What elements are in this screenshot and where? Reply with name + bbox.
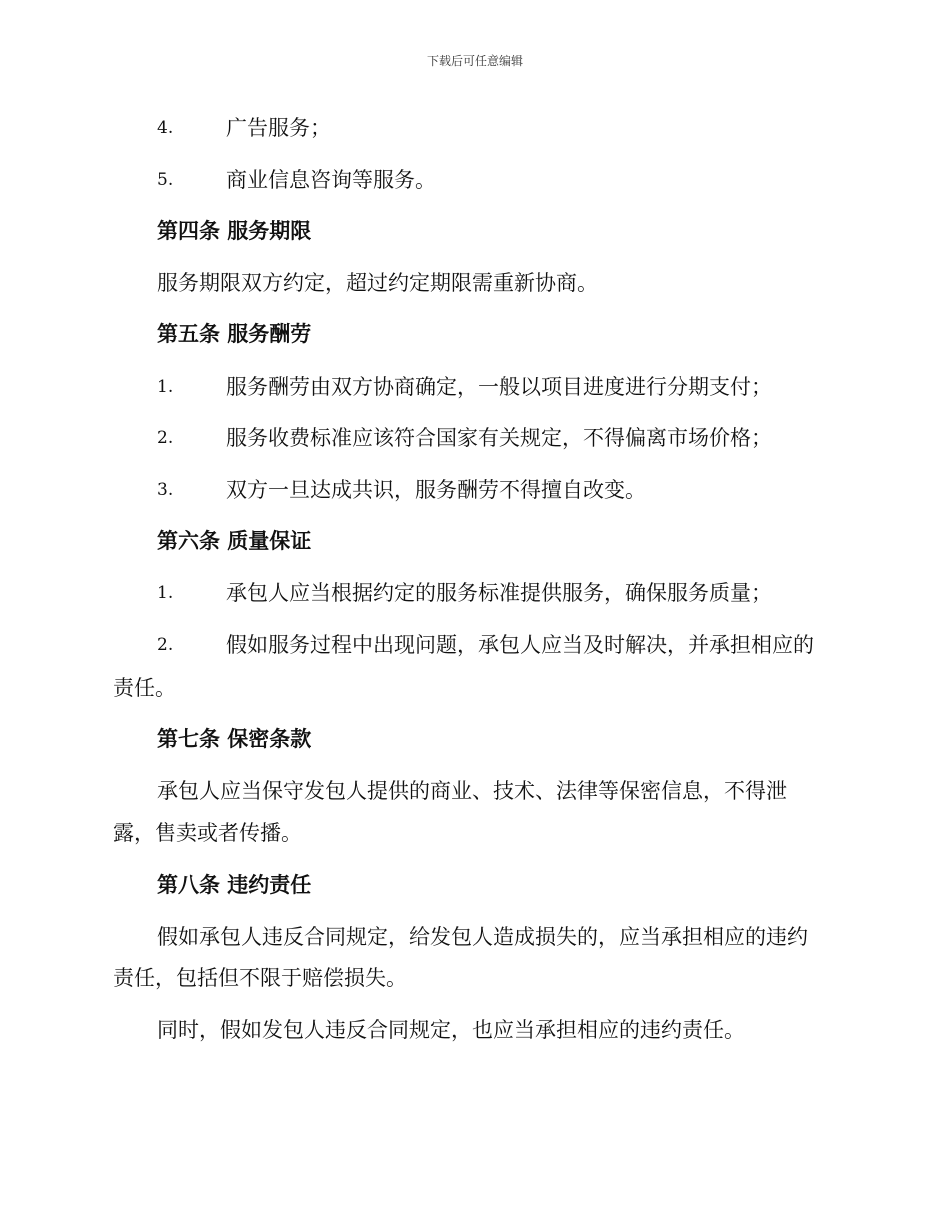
article-7-heading: 第七条 保密条款 [157, 726, 312, 751]
list-item-text: 商业信息咨询等服务。 [226, 168, 436, 192]
list-item-text: 广告服务； [226, 116, 331, 140]
page-header: 下载后可任意编辑 [426, 54, 523, 68]
article-8-heading: 第八条 违约责任 [157, 872, 312, 897]
list-item-continuation: 责任。 [113, 676, 176, 700]
list-item-text: 假如服务过程中出现问题，承包人应当及时解决，并承担相应的 [226, 633, 814, 657]
article-8-para1-line1: 假如承包人违反合同规定，给发包人造成损失的，应当承担相应的违约 [157, 925, 808, 949]
article-7-body-line2: 露，售卖或者传播。 [113, 821, 302, 845]
list-item-text: 双方一旦达成共识，服务酬劳不得擅自改变。 [226, 478, 646, 502]
list-item-text: 服务收费标准应该符合国家有关规定，不得偏离市场价格； [226, 426, 772, 450]
list-item-number: 5. [157, 170, 174, 190]
list-item-number: 2. [157, 428, 174, 448]
list-item-number: 1. [157, 377, 174, 397]
list-item-text: 承包人应当根据约定的服务标准提供服务，确保服务质量； [226, 581, 772, 605]
article-5-heading: 第五条 服务酬劳 [157, 321, 312, 346]
list-item-number: 3. [157, 480, 174, 500]
article-8-para1-line2: 责任，包括但不限于赔偿损失。 [113, 966, 407, 990]
article-4-body: 服务期限双方约定，超过约定期限需重新协商。 [157, 271, 598, 295]
list-item-number: 2. [157, 635, 174, 655]
list-item-number: 4. [157, 118, 174, 138]
article-7-body-line1: 承包人应当保守发包人提供的商业、技术、法律等保密信息，不得泄 [157, 779, 787, 803]
list-item-number: 1. [157, 583, 174, 603]
list-item-text: 服务酬劳由双方协商确定，一般以项目进度进行分期支付； [226, 375, 772, 399]
article-4-heading: 第四条 服务期限 [157, 218, 312, 243]
article-8-para2: 同时，假如发包人违反合同规定，也应当承担相应的违约责任。 [157, 1018, 745, 1042]
article-6-heading: 第六条 质量保证 [157, 528, 312, 553]
